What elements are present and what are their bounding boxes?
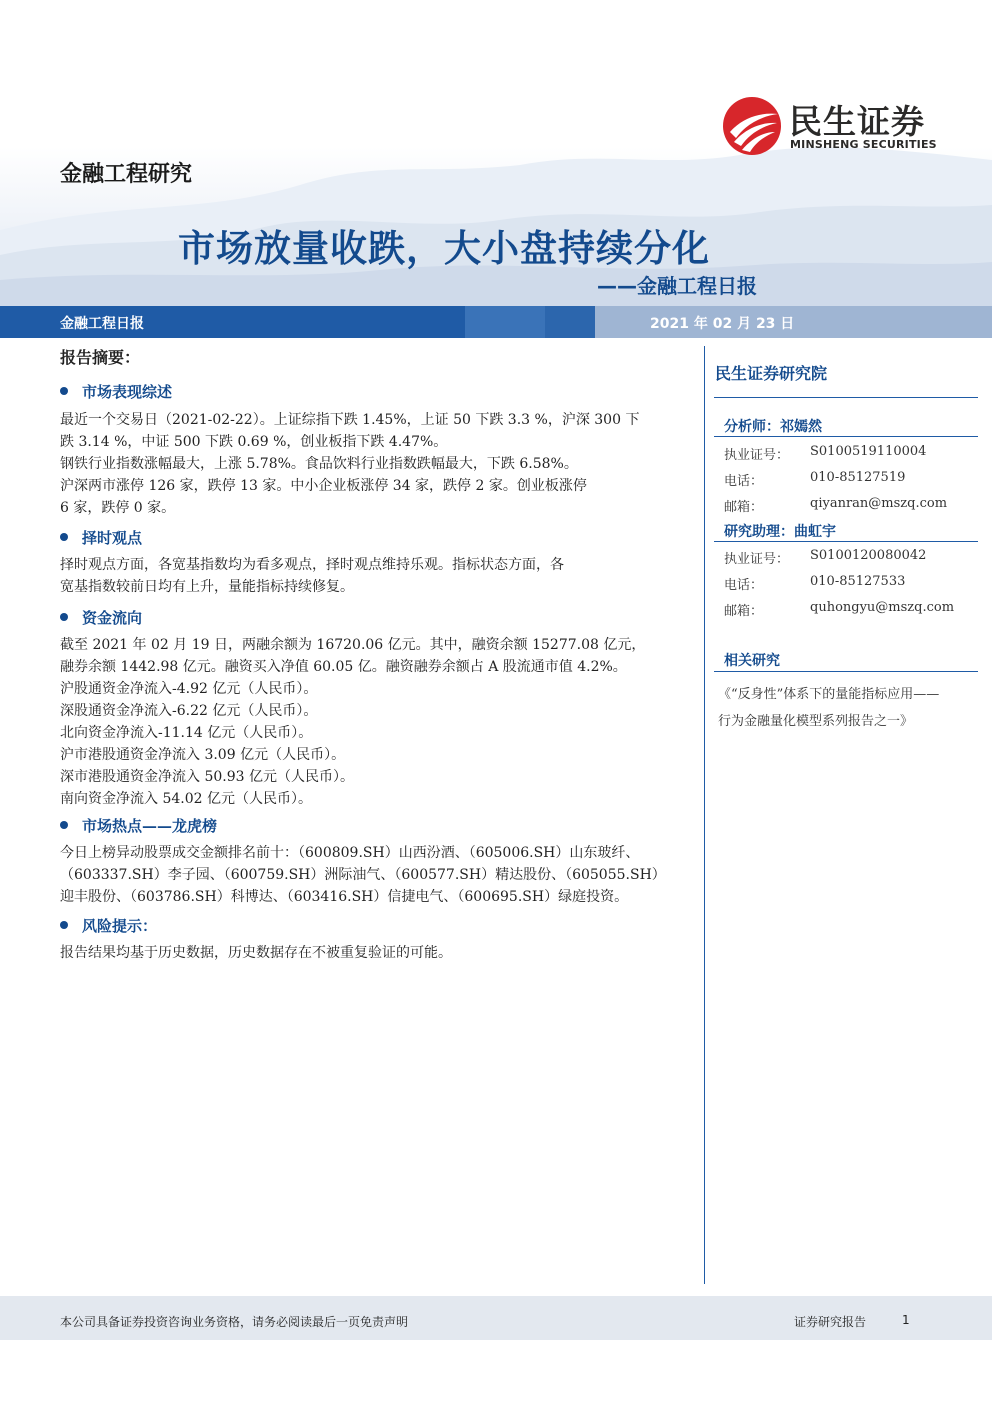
assistant-cert-value: S0100120080042 bbox=[810, 548, 927, 563]
section-heading-market: 市场表现综述 bbox=[60, 381, 172, 402]
column-divider bbox=[704, 346, 705, 1284]
related-research-item[interactable]: 行为金融量化模型系列报告之一》 bbox=[718, 714, 914, 729]
assistant-phone-label: 电话： bbox=[724, 578, 764, 593]
section-heading-hotspot: 市场热点——龙虎榜 bbox=[60, 815, 217, 836]
brand-logo bbox=[722, 96, 962, 162]
sidebar-divider bbox=[714, 397, 978, 398]
analyst-heading: 分析师：祁嫣然 bbox=[724, 419, 822, 435]
section-text-risk: 报告结果均基于历史数据，历史数据存在不被重复验证的可能。 bbox=[60, 945, 452, 961]
sidebar-divider bbox=[714, 671, 978, 672]
bullet-icon bbox=[60, 821, 68, 829]
section-heading-risk: 风险提示： bbox=[60, 915, 157, 936]
assistant-email-value[interactable]: quhongyu@mszq.com bbox=[810, 600, 955, 615]
bullet-icon bbox=[60, 921, 68, 929]
related-research-item[interactable]: 《“反身性”体系下的量能指标应用—— bbox=[718, 687, 940, 702]
brand-logo-icon bbox=[722, 96, 782, 156]
assistant-heading: 研究助理：曲虹宇 bbox=[724, 524, 836, 540]
bullet-icon bbox=[60, 533, 68, 541]
bullet-icon bbox=[60, 387, 68, 395]
page-number: 1 bbox=[902, 1313, 910, 1327]
doc-subtitle: ——金融工程日报 bbox=[597, 274, 757, 298]
footer-doc-type: 证券研究报告 bbox=[794, 1315, 867, 1329]
report-date: 2021 年 02 月 23 日 bbox=[650, 316, 795, 332]
analyst-cert-label: 执业证号： bbox=[724, 448, 790, 463]
section-text-market: 最近一个交易日（2021-02-22）。上证综指下跌 1.45%，上证 50 下跌 3.3 %，沪深 300 下 跌 3.14 %，中证 500 下跌 0.69 %，创业板指下跌 4.47%。 钢铁行业指数涨幅最大，上涨 5.78%。食品饮料行业指数跌幅最大，下跌 6.58%。 沪深两市涨停 126 家，跌停 13 家。中小企业板涨停 34 家，跌停 2 家。创业板涨停 6 家，跌停 0 家。 bbox=[60, 412, 640, 516]
analyst-email-value[interactable]: qiyanran@mszq.com bbox=[810, 496, 948, 511]
abstract-title: 报告摘要： bbox=[60, 348, 141, 367]
bullet-icon bbox=[60, 613, 68, 621]
brand-name-en: MINSHENG SECURITIES bbox=[790, 138, 937, 151]
doc-title: 市场放量收跌，大小盘持续分化 bbox=[178, 227, 710, 270]
brand-name-cn: 民生证券 bbox=[789, 102, 925, 141]
doc-category: 金融工程研究 bbox=[60, 162, 193, 187]
research-institute: 民生证券研究院 bbox=[715, 364, 828, 383]
section-heading-timing: 择时观点 bbox=[60, 527, 142, 548]
assistant-phone-value: 010-85127533 bbox=[810, 574, 906, 589]
section-text-timing: 择时观点方面，各宽基指数均为看多观点，择时观点维持乐观。指标状态方面，各 宽基指数较前日均有上升，量能指标持续修复。 bbox=[60, 557, 564, 595]
analyst-phone-label: 电话： bbox=[724, 474, 764, 489]
band-label: 金融工程日报 bbox=[60, 316, 144, 332]
sidebar-divider bbox=[714, 541, 978, 542]
assistant-email-label: 邮箱： bbox=[724, 604, 764, 619]
header-banner bbox=[0, 0, 992, 306]
analyst-cert-value: S0100519110004 bbox=[810, 444, 927, 459]
related-research-heading: 相关研究 bbox=[724, 653, 780, 669]
section-text-capital-flow: 截至 2021 年 02 月 19 日，两融余额为 16720.06 亿元。其中，融资余额 15277.08 亿元， 融券余额 1442.98 亿元。融资买入净值 60.05 亿。融资融券余额占 A 股流通市值 4.2%。 沪股通资金净流入-4.92 亿元（人民币）。 深股通资金净流入-6.22 亿元（人民币）。 北向资金净流入-11.14 亿元（人民币）。 沪市港股通资金净流入 3.09 亿元（人民币）。 深市港股通资金净流入 50.93 亿元（人民币）。 南向资金净流入 54.02 亿元（人民币）。 bbox=[60, 637, 646, 807]
sidebar-divider bbox=[714, 436, 978, 437]
analyst-email-label: 邮箱： bbox=[724, 500, 764, 515]
analyst-phone-value: 010-85127519 bbox=[810, 470, 906, 485]
title-band bbox=[0, 306, 992, 338]
section-heading-capital-flow: 资金流向 bbox=[60, 607, 142, 628]
assistant-cert-label: 执业证号： bbox=[724, 552, 790, 567]
section-text-hotspot: 今日上榜异动股票成交金额排名前十：（600809.SH）山西汾酒、（605006.SH）山东玻纤、 （603337.SH）李子园、（600759.SH）洲际油气、（600577.SH）精达股份、（605055.SH） 迎丰股份、（603786.SH）科博达、（603416.SH）信捷电气、（600695.SH）绿庭投资。 bbox=[60, 845, 666, 905]
footer-disclaimer: 本公司具备证券投资咨询业务资格，请务必阅读最后一页免责声明 bbox=[60, 1315, 409, 1329]
